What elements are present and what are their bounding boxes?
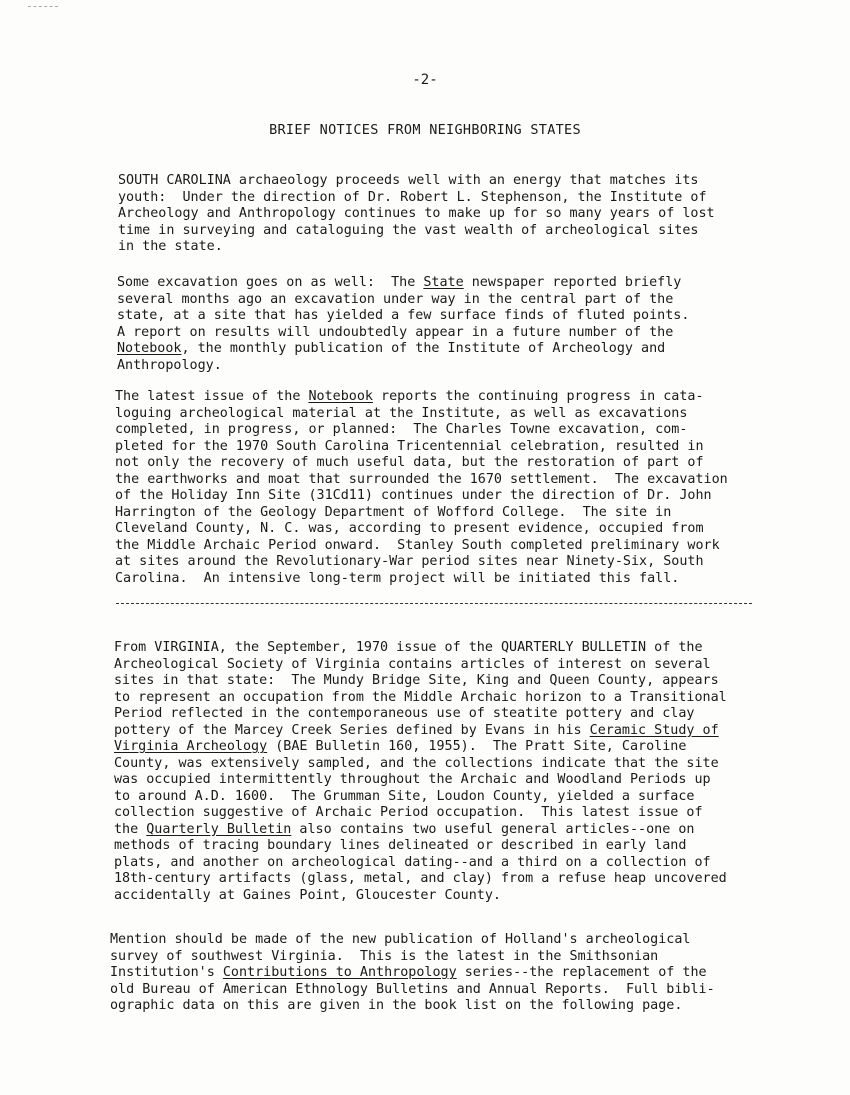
text-line: time in surveying and cataloguing the vast wealth of archeological sites [118,222,699,238]
text-line: plats, and another on archeological dating--and a third on a collection of [114,854,711,870]
text-line: to around A.D. 1600. The Grumman Site, Loudon County, yielded a surface [114,788,695,804]
text-line: survey of southwest Virginia. This is the latest in the Smithsonian [110,948,659,964]
series-title-contributions: Contributions to Anthropology [222,965,457,980]
text-line: Notebook, the monthly publication of the Institute of Archeology and [117,341,666,356]
text-line: Some excavation goes on as well: The State newspaper reported briefly [117,275,682,290]
text-line: The latest issue of the Notebook reports the continuing progress in cata- [115,389,704,404]
text-line: at sites around the Revolutionary-War period sites near Ninety-Six, South [115,554,704,569]
text-line: Harrington of the Geology Department of Wofford College. The site in [115,504,672,520]
text-line: pleted for the 1970 South Carolina Tricentennial celebration, resulted in [115,438,704,454]
text-line: Institution's Contributions to Anthropology series--the replacement of the [110,965,707,980]
page-heading: BRIEF NOTICES FROM NEIGHBORING STATES [269,122,581,138]
book-title-ceramic-study: Ceramic Study of [589,722,719,738]
text-line: ographic data on this are given in the book list on the following page. [110,998,683,1013]
paragraph-south-carolina [118,173,715,256]
text-line: collection suggestive of Archaic Period occupation. This latest issue of [114,805,703,820]
text-line: A report on results will undoubtedly appear in a future number of the [117,324,674,340]
section-divider [116,603,752,604]
text-line: 18th-century artifacts (glass, metal, and clay) from a refuse heap uncovered [114,871,727,886]
text-line: the earthworks and moat that surrounded the 1670 settlement. The excavation [115,471,728,487]
text-line: to represent an occupation from the Middle Archaic horizon to a Transitional [114,689,727,705]
paragraph-excavation [117,275,689,374]
publication-title-notebook: Notebook [308,389,373,404]
text-line: accidentally at Gaines Point, Gloucester County. [114,887,501,903]
book-title-virginia-archeology: Virginia Archeology [114,739,268,754]
publication-title-notebook: Notebook [117,341,182,356]
text-line: Virginia Archeology (BAE Bulletin 160, 1955). The Pratt Site, Caroline [114,739,687,754]
newspaper-title-state: State [423,275,464,290]
publication-title-quarterly-bulletin: Quarterly Bulletin [146,821,292,837]
text-line: completed, in progress, or planned: The Charles Towne excavation, com- [115,422,688,437]
text-line: methods of tracing boundary lines delineated or described in early land [114,838,687,853]
text-line: Archeology and Anthropology continues to make up for so many years of lost [118,206,715,221]
paragraph-holland-survey [110,932,715,1015]
page-scuff-mark [28,6,58,10]
page-number: -2- [412,72,438,88]
text-line: Carolina. An intensive long-term project will be initiated this fall. [115,570,680,586]
text-line: sites in that state: The Mundy Bridge Site, King and Queen County, appears [114,673,719,688]
text-line: Period reflected in the contemporaneous use of steatite pottery and clay [114,706,695,721]
text-line: of the Holiday Inn Site (31Cd11) continues under the direction of Dr. John [115,488,712,503]
paragraph-virginia [114,640,727,904]
text-line: old Bureau of American Ethnology Bulletins and Annual Reports. Full bibli- [110,981,715,997]
text-line: the Middle Archaic Period onward. Stanley South completed preliminary work [115,537,720,553]
text-line: youth: Under the direction of Dr. Robert L. Stephenson, the Institute of [118,189,707,205]
text-line: state, at a site that has yielded a few surface finds of fluted points. [117,308,690,323]
text-line: loguing archeological material at the Institute, as well as excavations [115,405,688,421]
text-line: pottery of the Marcey Creek Series defined by Evans in his Ceramic Study of [114,722,719,738]
text-line: in the state. [118,239,223,254]
text-line: Anthropology. [117,357,222,373]
text-line: not only the recovery of much useful data, but the restoration of part of [115,455,704,470]
text-line: the Quarterly Bulletin also contains two useful general articles--one on [114,821,695,837]
text-line: County, was extensively sampled, and the collections indicate that the site [114,755,719,771]
text-line: From VIRGINIA, the September, 1970 issue of the QUARTERLY BULLETIN of the [114,640,703,655]
text-line: was occupied intermittently throughout the Archaic and Woodland Periods up [114,772,711,787]
text-line: Archeological Society of Virginia contains articles of interest on several [114,656,711,672]
text-line: Mention should be made of the new publication of Holland's archeological [110,932,691,947]
text-line: several months ago an excavation under way in the central part of the [117,291,674,307]
paragraph-notebook-issue [115,389,728,587]
text-line: Cleveland County, N. C. was, according to present evidence, occupied from [115,521,704,536]
text-line: SOUTH CAROLINA archaeology proceeds well with an energy that matches its [118,173,699,188]
